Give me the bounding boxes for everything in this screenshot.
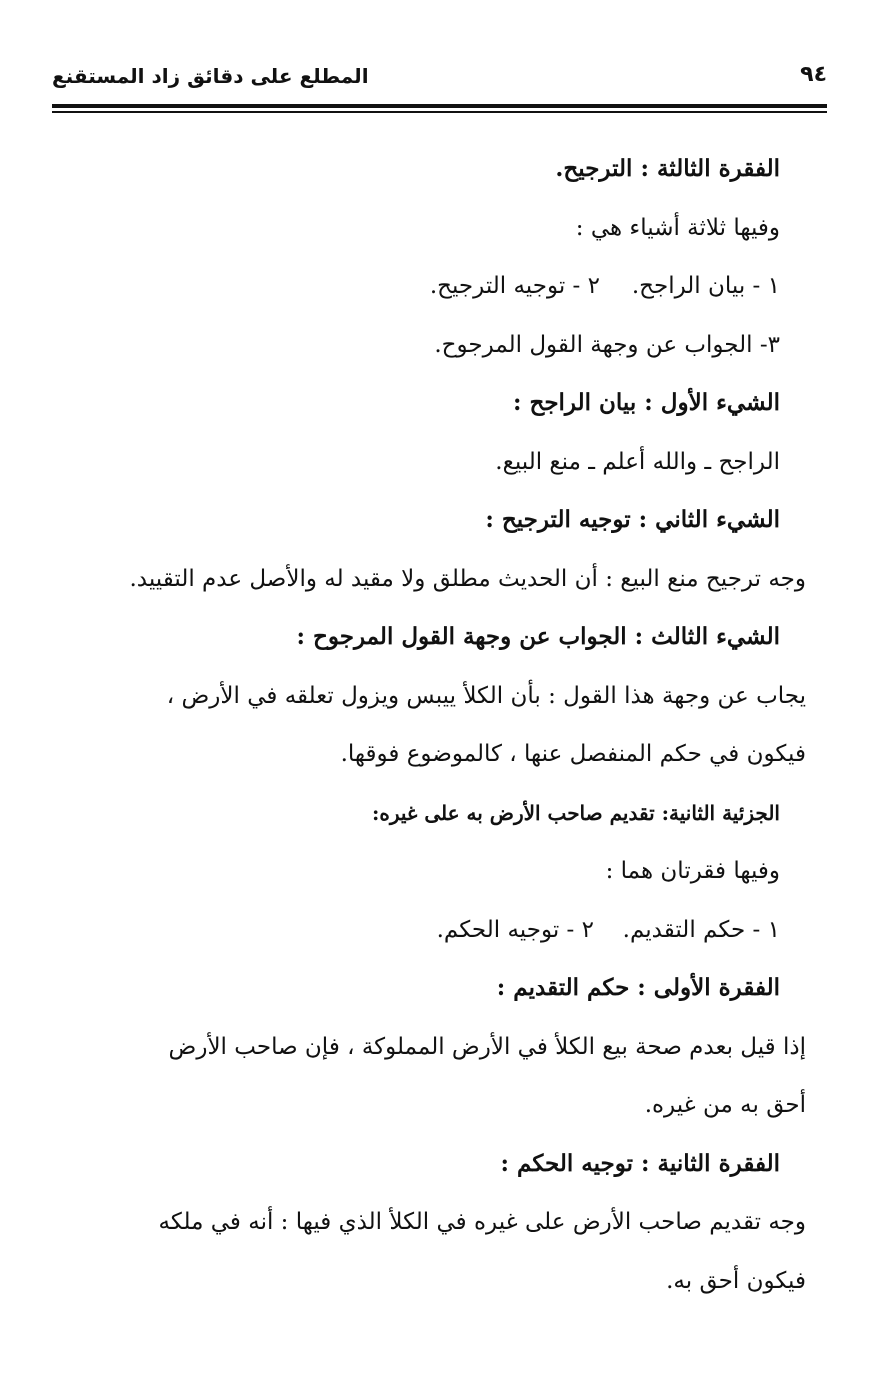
list-row <box>52 257 780 316</box>
subsection-heading: الجزئية الثانية: تقديم صاحب الأرض به على غيره: <box>372 800 780 825</box>
paragraph-line: يجاب عن وجهة هذا القول : بأن الكلأ ييبس ويزول تعلقه في الأرض ، <box>166 682 806 709</box>
subheading: الشيء الثاني : توجيه الترجيح : <box>485 506 780 533</box>
subheading: الشيء الثالث : الجواب عن وجهة القول المرجوح : <box>296 623 780 650</box>
list-item: ١ - بيان الراجح. <box>631 273 780 299</box>
paragraph-line: الراجح ـ والله أعلم ـ منع البيع. <box>495 448 780 475</box>
paragraph-line: إذا قيل بعدم صحة بيع الكلأ في الأرض المملوكة ، فإن صاحب الأرض <box>168 1033 806 1060</box>
header-rule-thin <box>52 111 827 113</box>
subheading: الفقرة الأولى : حكم التقديم : <box>496 974 780 1001</box>
list-item: ١ - حكم التقديم. <box>622 916 780 943</box>
paragraph-line: فيكون أحق به. <box>666 1267 806 1294</box>
paragraph-line: وفيها فقرتان هما : <box>605 858 780 884</box>
paragraph-line: وجه ترجيح منع البيع : أن الحديث مطلق ولا مقيد له والأصل عدم التقييد. <box>129 565 806 592</box>
header-rule-thick <box>52 104 827 108</box>
list-item: ٣- الجواب عن وجهة القول المرجوح. <box>434 331 780 358</box>
running-title: المطلع على دقائق زاد المستقنع <box>52 64 369 88</box>
subheading: الفقرة الثانية : توجيه الحكم : <box>500 1149 780 1177</box>
paragraph-line: أحق به من غيره. <box>644 1092 806 1118</box>
list-item: ٢ - توجيه الحكم. <box>436 916 594 943</box>
list-item: ٢ - توجيه الترجيح. <box>429 273 600 299</box>
page-number: ٩٤ <box>800 62 827 87</box>
subheading: الشيء الأول : بيان الراجح : <box>512 389 780 416</box>
paragraph-line: فيكون في حكم المنفصل عنها ، كالموضوع فوقها. <box>340 741 806 767</box>
list-row <box>52 901 780 960</box>
paragraph-line: وجه تقديم صاحب الأرض على غيره في الكلأ الذي فيها : أنه في ملكه <box>158 1209 806 1235</box>
page-header <box>52 64 827 100</box>
paragraph-line: وفيها ثلاثة أشياء هي : <box>575 214 780 241</box>
page-body <box>52 140 806 1310</box>
section-heading-tarjih: الفقرة الثالثة : الترجيح. <box>555 155 780 182</box>
